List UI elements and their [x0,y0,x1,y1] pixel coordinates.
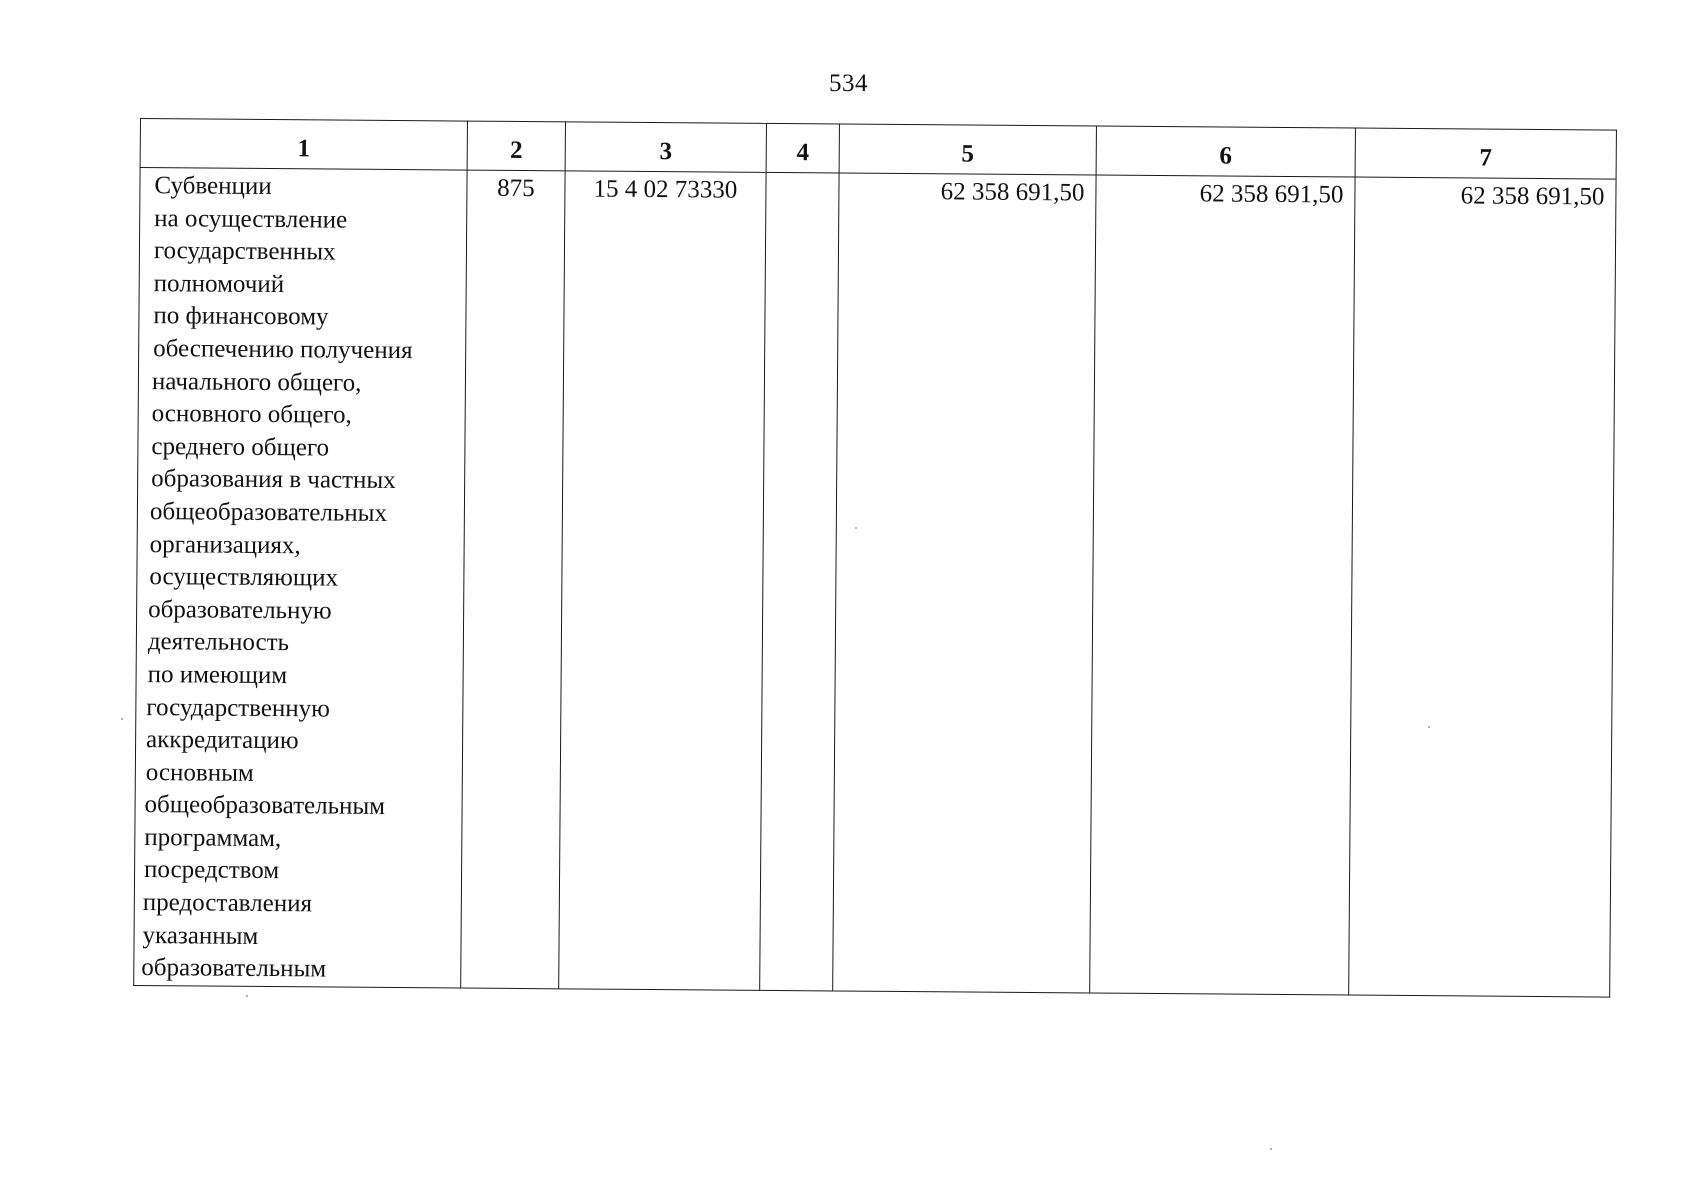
table-row [134,168,1616,997]
row-name-line: образовательную [148,595,332,625]
row-name-line: Субвенции [154,172,272,201]
scan-speck [121,718,123,720]
row-name-line: указанным [142,921,259,950]
row-name-line: по финансовому [153,302,329,331]
scan-speck [855,527,857,529]
row-name-line: полномочий [153,269,285,298]
row-name-line: посредством [143,856,280,885]
column-header-2: 2 [467,121,565,171]
column-header-6: 6 [1096,126,1355,177]
budget-table [133,118,1617,997]
row-amount-col7: 62 358 691,50 [1349,177,1616,997]
column-header-3: 3 [565,122,766,173]
row-amount-col5: 62 358 691,50 [833,173,1096,993]
row-name-line: образования в частных [151,465,396,495]
row-name-line: среднего общего [151,432,330,462]
column-header-7: 7 [1355,128,1616,179]
row-expense-type-code [760,172,839,990]
row-name-line: начального общего, [151,367,362,397]
row-name-line: организациях, [149,530,301,559]
row-name-line: обеспечению получения [153,335,413,365]
scan-speck [1428,726,1430,728]
row-name-line: основным [145,758,254,787]
scan-speck [1270,1148,1272,1150]
column-header-5: 5 [839,124,1096,175]
budget-table-sheet [133,118,1616,997]
row-name-line: осуществляющих [149,563,339,592]
row-name-line: общеобразовательных [149,498,388,527]
row-name-line: общеобразовательным [144,791,386,821]
row-name-line: предоставления [142,889,313,918]
row-name-line: программам, [144,823,282,853]
row-name-cell [134,168,467,988]
row-name-line: образовательным [141,954,327,983]
column-header-1: 1 [140,119,467,171]
row-amount-col6: 62 358 691,50 [1090,175,1355,995]
row-name-line: основного общего, [151,400,352,429]
row-name-line: деятельность [147,628,290,657]
row-name-line: государственную [146,693,330,723]
row-name-line: аккредитацию [146,726,299,755]
row-name-line: на осуществление [154,204,348,234]
row-name-line: по имеющим [147,660,288,690]
column-header-4: 4 [766,123,839,173]
row-target-article-code: 15 4 02 73330 [559,171,766,990]
scan-speck [246,995,248,997]
row-chapter-code: 875 [461,170,565,989]
page-number: 534 [829,70,868,97]
row-name-line: государственных [153,237,336,266]
